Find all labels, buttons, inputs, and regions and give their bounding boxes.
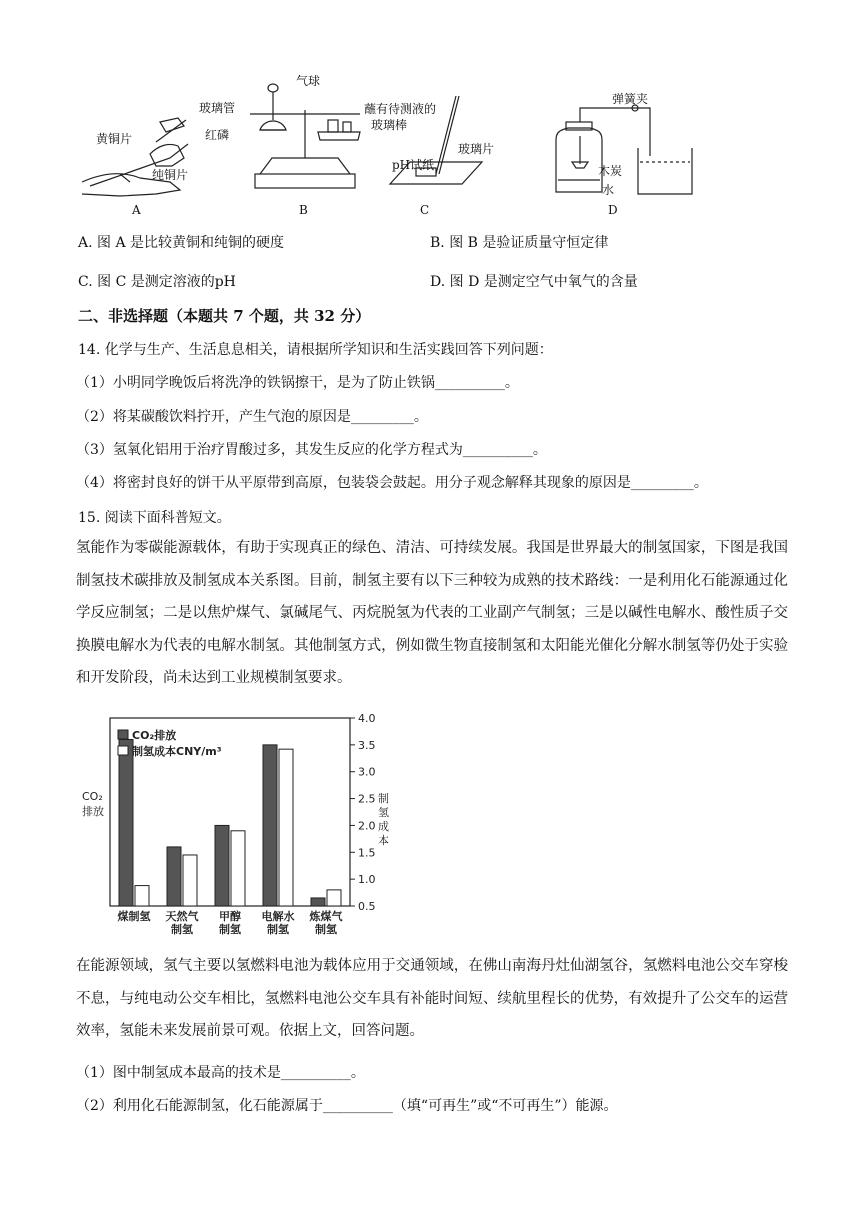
legend-swatch [118,730,128,739]
legend-label: CO₂排放 [132,729,177,742]
q14-item-1: （1）小明同学晚饭后将洗净的铁锅擦干，是为了防止铁锅__________。 [76,375,519,391]
figure-row [60,62,760,222]
q15-passage-1: 氢能作为零碳能源载体，有助于实现真正的绿色、清洁、可持续发展。我国是世界最大的制氢国家，下图是我国制氢技术碳排放及制氢成本关系图。目前，制氢主要有以下三种较为成熟的技术路线：一是利用化石能源通过化学反应制氢；二是以焦炉煤气、氯碱尾气、丙烷脱氢为代表的工业副产气制氢；三是以碱性电解水、酸性质子交换膜电解水为代表的电解水制氢。其他制氢方式，例如微生物直接制氢和太阳能光催化分解水制氢等仍处于实验和开发阶段，尚未达到工业规模制氢要求。 [76,540,788,686]
bar-cost [183,855,197,906]
y-tick-label: 4.0 [358,712,376,725]
q14-item-2: （2）将某碳酸饮料拧开，产生气泡的原因是_________。 [76,409,428,425]
section-heading: 二、非选择题（本题共 7 个题，共 32 分） [78,307,371,325]
y-axis-label-right: 氢 [378,806,389,819]
bar-cost [327,890,341,906]
option-b: B. 图 B 是验证质量守恒定律 [430,235,609,251]
figure-a-label-copper: 纯铜片 [152,168,189,182]
bar-co2 [167,847,181,906]
figure-c-letter: C [420,203,430,217]
y-tick-label: 0.5 [358,900,376,913]
bar-co2 [311,898,325,906]
bar-co2 [119,739,133,906]
figure-b-label-phosphorus: 红磷 [205,128,230,142]
figure-a-label-brass: 黄铜片 [96,132,133,146]
x-tick-label: 制氢 [315,923,337,936]
option-d: D. 图 D 是测定空气中氧气的含量 [430,274,638,290]
x-tick-label: 炼煤气 [309,910,343,923]
figure-c-label-paper: pH试纸 [392,158,435,172]
x-tick-label: 甲醇 [219,910,241,923]
y-tick-label: 1.0 [358,873,376,887]
y-tick-label: 2.5 [358,792,376,806]
figure-c-label-rod1: 蘸有待测液的 [364,102,437,116]
figure-d-label-water: 水 [602,183,615,197]
figure-c-label-rod2: 玻璃棒 [371,118,408,132]
figure-a-letter: A [132,203,141,217]
y-axis-label-left: CO₂ [82,790,103,803]
x-tick-label: 制氢 [171,923,193,936]
figure-d-label-clip: 弹簧夹 [612,92,649,106]
option-a: A. 图 A 是比较黄铜和纯铜的硬度 [78,235,285,251]
x-tick-label: 制氢 [219,923,241,936]
chart [80,708,400,940]
figure-d-letter: D [608,203,618,217]
bar-cost [135,886,149,906]
legend-swatch [118,746,128,755]
y-axis-label-left: 排放 [82,805,104,818]
y-tick-label: 3.5 [358,738,376,752]
bar-co2 [215,825,229,906]
y-tick-label: 3.0 [358,765,376,779]
figure-d-drawing [556,105,692,194]
bar-cost [231,831,245,906]
figure-b-letter: B [299,203,308,217]
q15-item-2: （2）利用化石能源制氢，化石能源属于__________（填“可再生”或“不可再生”）能源。 [76,1098,618,1114]
x-tick-label: 煤制氢 [117,910,151,923]
y-tick-label: 1.5 [358,846,376,860]
legend-label: 制氢成本CNY/m³ [132,745,222,758]
q15-stem: 15. 阅读下面科普短文。 [78,510,231,526]
figure-b-label-tube: 玻璃管 [199,101,236,115]
q15-passage-2: 在能源领域，氢气主要以氢燃料电池为载体应用于交通领域，在佛山南海丹灶仙湖氢谷，氢燃料电池公交车穿梭不息，与纯电动公交车相比，氢燃料电池公交车具有补能时间短、续航里程长的优势，有效提升了公交车的运营效率，氢能未来发展前景可观。依据上文，回答问题。 [76,958,788,1039]
q14-item-3: （3）氢氧化铝用于治疗胃酸过多，其发生反应的化学方程式为__________。 [76,442,547,458]
x-tick-label: 电解水 [261,910,295,923]
figure-d-label-carbon: 木炭 [598,164,623,178]
figure-c-label-glass: 玻璃片 [458,142,495,156]
x-tick-label: 制氢 [267,923,289,936]
bar-co2 [263,745,277,906]
figure-b-label-balloon: 气球 [296,74,321,88]
q14-item-4: （4）将密封良好的饼干从平原带到高原，包装袋会鼓起。用分子观念解释其现象的原因是_________。 [76,475,708,491]
bar-cost [279,749,293,906]
x-tick-label: 天然气 [165,910,199,923]
y-axis-label-right: 本 [378,834,389,847]
figure-b-drawing [250,84,360,188]
option-c: C. 图 C 是测定溶液的pH [78,274,236,290]
q14-stem: 14. 化学与生产、生活息息相关，请根据所学知识和生活实践回答下列问题： [78,342,553,358]
y-tick-label: 2.0 [358,819,376,833]
y-axis-label-right: 成 [378,820,389,833]
q15-item-1: （1）图中制氢成本最高的技术是__________。 [76,1065,365,1081]
y-axis-label-right: 制 [378,792,389,805]
